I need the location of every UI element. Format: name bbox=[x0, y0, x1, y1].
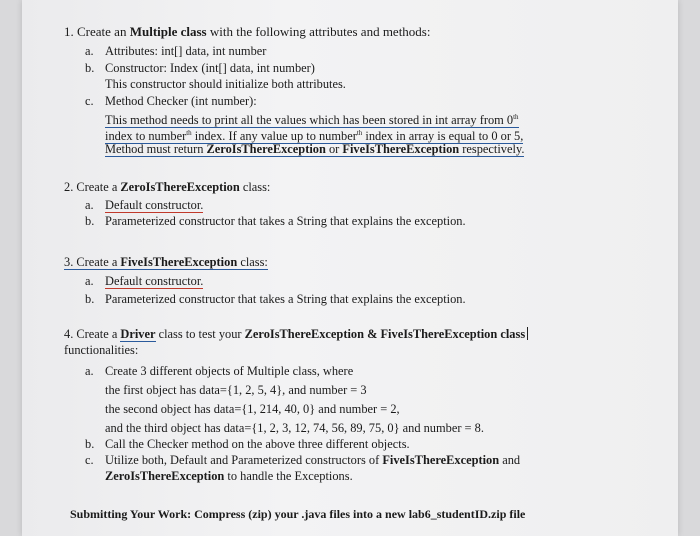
item-text: Create 3 different objects of Multiple class, where bbox=[105, 364, 354, 378]
heading-text: class: bbox=[239, 180, 271, 194]
text-span: index. If any value up to number bbox=[191, 129, 357, 143]
item-text-cont: the second object has data={1, 214, 40, 0} and number = 2, bbox=[105, 402, 400, 416]
heading-bold: ZeroIsThereException & FiveIsThereException class bbox=[244, 327, 526, 341]
item-text: Utilize both, Default and Parameterized constructors of bbox=[105, 453, 383, 467]
text-cursor bbox=[527, 327, 528, 340]
heading-text: with the following attributes and methods: bbox=[206, 24, 431, 39]
item-marker: b. bbox=[85, 292, 95, 306]
underlined-text bbox=[105, 142, 524, 157]
item-marker: a. bbox=[85, 44, 94, 58]
section-1-heading bbox=[64, 24, 430, 39]
item-text-cont: the first object has data={1, 2, 5, 4}, and number = 3 bbox=[105, 383, 367, 397]
superscript: th bbox=[356, 129, 363, 137]
item-4c-line2 bbox=[105, 469, 353, 484]
item-text: Constructor: Index (int[] data, int number) bbox=[105, 61, 315, 75]
item-text: and bbox=[499, 453, 521, 467]
section-3-heading bbox=[64, 255, 268, 270]
item-marker: c. bbox=[85, 453, 94, 467]
section-2-heading bbox=[64, 180, 270, 195]
document-page bbox=[22, 0, 678, 536]
item-text: Attributes: int[] data, int number bbox=[105, 44, 267, 58]
item-text: Parameterized constructor that takes a String that explains the exception. bbox=[105, 292, 466, 306]
item-marker: b. bbox=[85, 437, 95, 451]
text-span: index in array is equal to 0 or 5, bbox=[362, 129, 524, 143]
item-1b bbox=[85, 61, 315, 76]
bold-text: FiveIsThereException bbox=[342, 142, 460, 156]
section-number: 1. bbox=[64, 24, 74, 39]
item-text: Call the Checker method on the above three different objects. bbox=[105, 437, 410, 451]
item-1a bbox=[85, 44, 266, 59]
item-marker: a. bbox=[85, 364, 94, 378]
item-4c bbox=[85, 453, 520, 468]
bold-text: FiveIsThereException bbox=[382, 453, 500, 467]
heading-bold: FiveIsThereException bbox=[120, 255, 238, 269]
bold-text: ZeroIsThereException bbox=[105, 469, 225, 483]
item-text-cont: and the third object has data={1, 2, 3, 12, 74, 56, 89, 75, 0} and number = 8. bbox=[105, 421, 484, 435]
submission-note: Submitting Your Work: Compress (zip) your .java files into a new lab6_studentID.zip file bbox=[70, 507, 526, 521]
superscript: th bbox=[186, 129, 192, 137]
heading-text-cont: functionalities: bbox=[64, 343, 139, 357]
item-text: Method Checker (int number): bbox=[105, 94, 257, 108]
heading-text: 2. Create a bbox=[64, 180, 121, 194]
superscript: th bbox=[513, 113, 519, 121]
bold-text: ZeroIsThereException bbox=[206, 142, 326, 156]
item-marker: b. bbox=[85, 61, 95, 75]
heading-bold: ZeroIsThereException bbox=[120, 180, 240, 194]
item-1c bbox=[85, 94, 257, 109]
text-span: This method needs to print all the values which has been stored in int array from 0 bbox=[105, 113, 514, 127]
underlined-text bbox=[64, 255, 268, 270]
heading-text: class: bbox=[237, 255, 268, 269]
item-1c-line3 bbox=[105, 142, 524, 157]
item-3b bbox=[85, 292, 466, 307]
item-4a bbox=[85, 364, 353, 379]
heading-bold: Driver bbox=[120, 327, 156, 341]
item-text: Parameterized constructor that takes a String that explains the exception. bbox=[105, 214, 466, 228]
text-span: respectively. bbox=[459, 142, 525, 156]
item-3a bbox=[85, 274, 203, 289]
item-4b bbox=[85, 437, 410, 452]
item-marker: a. bbox=[85, 274, 94, 288]
heading-text: class to test your bbox=[155, 327, 245, 341]
heading-text: Create an bbox=[77, 24, 130, 39]
text-span: or bbox=[325, 142, 343, 156]
section-4-heading bbox=[64, 327, 528, 342]
item-marker: a. bbox=[85, 198, 94, 212]
item-marker: b. bbox=[85, 214, 95, 228]
text-span: Method must return bbox=[105, 142, 207, 156]
item-text: Default constructor. bbox=[105, 198, 204, 212]
heading-text: 4. Create a bbox=[64, 327, 121, 341]
item-text: to handle the Exceptions. bbox=[224, 469, 353, 483]
item-text-cont: This constructor should initialize both attributes. bbox=[105, 77, 346, 91]
text-span: index to number bbox=[105, 129, 187, 143]
item-marker: c. bbox=[85, 94, 94, 108]
heading-text: 3. Create a bbox=[64, 255, 121, 269]
item-2a bbox=[85, 198, 203, 213]
item-text: Default constructor. bbox=[105, 274, 204, 288]
heading-bold: Multiple class bbox=[129, 24, 207, 39]
item-2b bbox=[85, 214, 466, 229]
